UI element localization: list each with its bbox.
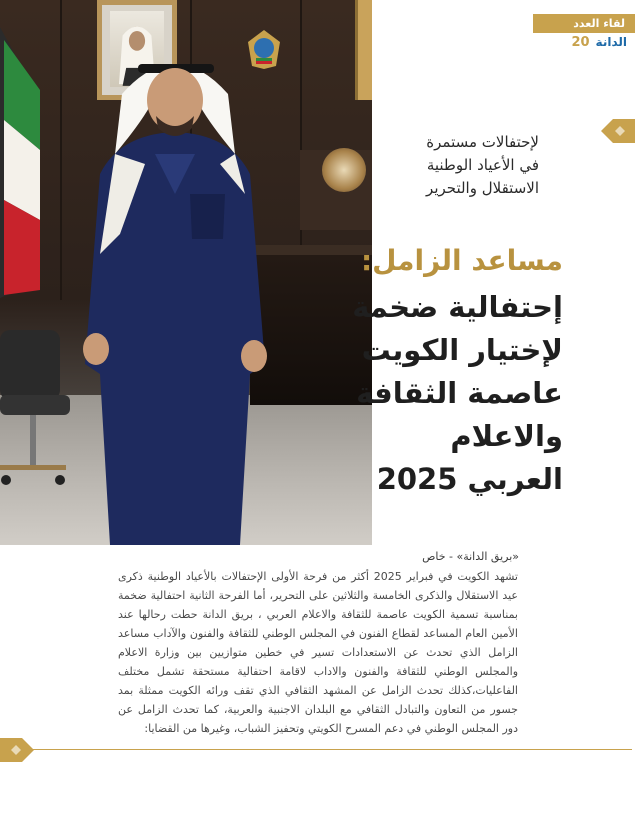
headline-line: إحتفالية ضخمة <box>352 290 563 324</box>
headline-line: لإختيار الكويت <box>361 333 563 367</box>
issue-row <box>527 34 627 50</box>
article-photo <box>0 0 372 545</box>
subtitle-line: في الأعياد الوطنية <box>426 156 539 174</box>
subtitle-line: لإحتفالات مستمرة <box>426 133 539 151</box>
gold-bullet-icon <box>0 736 34 764</box>
article-byline: «بريق الدانة» - خاص <box>422 550 519 563</box>
gold-arrow-icon <box>601 117 635 145</box>
magazine-logo: الدانة <box>595 35 627 49</box>
article-subtitle <box>339 131 539 200</box>
speaker-title: مساعد الزامل: <box>360 244 563 277</box>
divider-rule <box>20 749 632 750</box>
section-badge: لقاء العدد <box>533 14 635 33</box>
article-headline <box>343 286 563 501</box>
headline-line: والاعلام <box>450 419 563 453</box>
page-number: 20 <box>571 34 590 50</box>
person-photo <box>60 44 290 545</box>
headline-line: العربي 2025 <box>376 462 563 496</box>
subtitle-line: الاستقلال والتحرير <box>426 179 539 197</box>
article-body: تشهد الكويت في فبراير 2025 أكثر من فرحة الأولى الإحتفالات بالأعياد الوطنية ذكرى عيد الاستقلال والذكرى الخامسة والثلاثين على التحرير، أما الفرحة الثانية احتفالية ضخمة بمناسبة تسمية الكويت عاصمة للثقافة والاعلام العربي ، بريق الدانة حطت رحالها عند الأمين العام المساعد لقطاع الفنون في المجلس الوطني للثقافة والفنون والآداب مساعد الزامل الذي تحدث عن الاستعدادات تسير في خطين متوازيين بين وزارة الاعلام والمجلس الوطني للثقافة والفنون والاداب لاقامة احتفالية مستحقة تشمل مختلف الفاعليات،كذلك تحدث الزامل عن المشهد الثقافي الذي تقف ورائه الكويت ممثلة بمد جسور من التعاون والتبادل الثقافي مع البلدان الاجنبية والعربية، كما تحدث الزامل عن دور المجلس الوطني في دعم المسرح الكويتي وتحفيز الشباب، وغيرها من القضايا: <box>118 570 518 735</box>
kuwait-flag-icon <box>0 0 44 300</box>
headline-line: عاصمة الثقافة <box>356 376 563 410</box>
picture-frame <box>355 0 372 100</box>
